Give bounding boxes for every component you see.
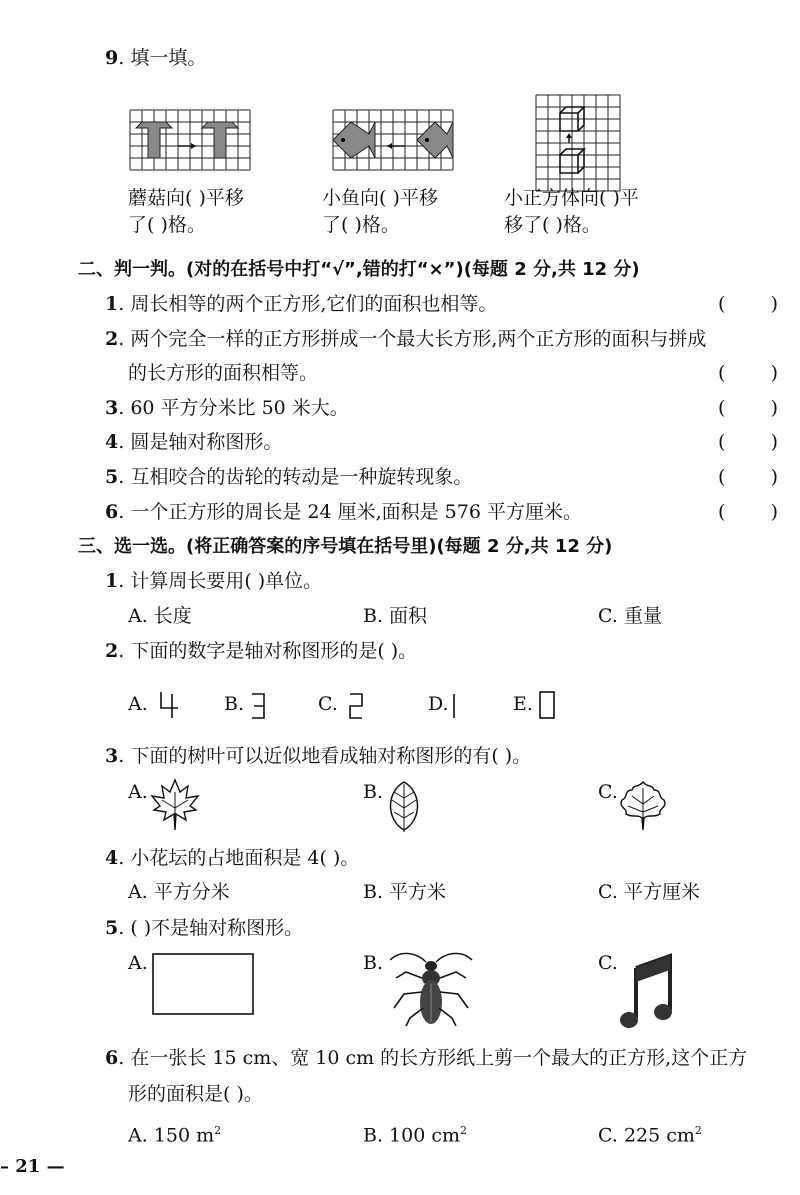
q4-option-a[interactable]: A. 平方分米 bbox=[128, 881, 230, 903]
q9-title: 9. 填一填。 bbox=[105, 47, 207, 69]
q9-item-1: 蘑菇向( )平移 了( )格。 bbox=[128, 187, 244, 236]
q5-option-b[interactable]: B. bbox=[363, 952, 384, 974]
judge-item-2: 2. 两个完全一样的正方形拼成一个最大长方形,两个正方形的面积与拼成 bbox=[105, 328, 707, 350]
judge-answer-2[interactable]: ( ) bbox=[718, 362, 778, 384]
section-2-title: 二、判一判。(对的在括号中打“√”,错的打“×”)(每题 2 分,共 12 分) bbox=[78, 259, 640, 280]
q3-option-c[interactable]: C. bbox=[598, 781, 618, 803]
digit-0-icon bbox=[538, 690, 556, 720]
cube-grid-figure bbox=[536, 95, 620, 191]
page-number: – 21 — bbox=[0, 1156, 65, 1177]
judge-answer-4[interactable]: ( ) bbox=[718, 431, 778, 453]
digit-2-icon bbox=[348, 692, 364, 720]
choice-q6-cont: 形的面积是( )。 bbox=[128, 1083, 263, 1105]
choice-q6: 6. 在一张长 15 cm、宽 10 cm 的长方形纸上剪一个最大的正方形,这个正方 bbox=[105, 1047, 748, 1069]
mushroom-grid-figure bbox=[130, 110, 250, 170]
judge-item-4: 4. 圆是轴对称图形。 bbox=[105, 431, 283, 453]
judge-item-1: 1. 周长相等的两个正方形,它们的面积也相等。 bbox=[105, 293, 498, 315]
q2-option-e[interactable]: E. bbox=[513, 693, 533, 715]
beetle-icon bbox=[386, 948, 476, 1028]
choice-q4: 4. 小花坛的占地面积是 4( )。 bbox=[105, 847, 360, 869]
judge-answer-1[interactable]: ( ) bbox=[718, 293, 778, 315]
oval-leaf-icon bbox=[384, 778, 424, 834]
judge-item-2-cont: 的长方形的面积相等。 bbox=[128, 362, 319, 384]
q4-option-b[interactable]: B. 平方米 bbox=[363, 881, 447, 903]
q1-option-c[interactable]: C. 重量 bbox=[598, 605, 662, 627]
judge-item-6: 6. 一个正方形的周长是 24 厘米,面积是 576 平方厘米。 bbox=[105, 501, 582, 523]
q3-option-a[interactable]: A. bbox=[128, 781, 148, 803]
digit-4-icon bbox=[158, 690, 180, 720]
digit-1-icon bbox=[451, 692, 457, 720]
q9-item-3: 小正方体向( )平 移了( )格。 bbox=[504, 187, 639, 236]
judge-answer-5[interactable]: ( ) bbox=[718, 466, 778, 488]
judge-answer-6[interactable]: ( ) bbox=[718, 501, 778, 523]
judge-item-3: 3. 60 平方分米比 50 米大。 bbox=[105, 397, 349, 419]
rectangle-shape-icon bbox=[152, 953, 254, 1015]
music-note-icon bbox=[620, 952, 676, 1032]
q1-option-a[interactable]: A. 长度 bbox=[128, 605, 192, 627]
maple-leaf-icon bbox=[150, 778, 200, 832]
section-3-title: 三、选一选。(将正确答案的序号填在括号里)(每题 2 分,共 12 分) bbox=[78, 536, 613, 557]
q4-option-c[interactable]: C. 平方厘米 bbox=[598, 881, 700, 903]
q2-option-a[interactable]: A. bbox=[128, 693, 148, 715]
q2-option-c[interactable]: C. bbox=[318, 693, 338, 715]
choice-q2: 2. 下面的数字是轴对称图形的是( )。 bbox=[105, 640, 418, 662]
q6-option-a[interactable]: A. 150 $m^2$ bbox=[128, 1124, 222, 1147]
q2-option-d[interactable]: D. bbox=[428, 693, 449, 715]
lobed-leaf-icon bbox=[618, 780, 668, 832]
q2-option-b[interactable]: B. bbox=[224, 693, 245, 715]
choice-q5: 5. ( )不是轴对称图形。 bbox=[105, 917, 304, 939]
choice-q1: 1. 计算周长要用( )单位。 bbox=[105, 570, 323, 592]
q3-option-b[interactable]: B. bbox=[363, 781, 384, 803]
q9-item-2: 小鱼向( )平移 了( )格。 bbox=[322, 187, 438, 236]
q5-option-a[interactable]: A. bbox=[128, 952, 148, 974]
q5-option-c[interactable]: C. bbox=[598, 952, 618, 974]
choice-q3: 3. 下面的树叶可以近似地看成轴对称图形的有( )。 bbox=[105, 745, 532, 767]
judge-item-5: 5. 互相咬合的齿轮的转动是一种旋转现象。 bbox=[105, 466, 473, 488]
q6-option-c[interactable]: C. 225 $cm^2$ bbox=[598, 1124, 702, 1147]
q1-option-b[interactable]: B. 面积 bbox=[363, 605, 428, 627]
q6-option-b[interactable]: B. 100 $cm^2$ bbox=[363, 1124, 468, 1147]
fish-grid-figure bbox=[333, 110, 453, 170]
judge-answer-3[interactable]: ( ) bbox=[718, 397, 778, 419]
digit-3-icon bbox=[250, 692, 266, 720]
